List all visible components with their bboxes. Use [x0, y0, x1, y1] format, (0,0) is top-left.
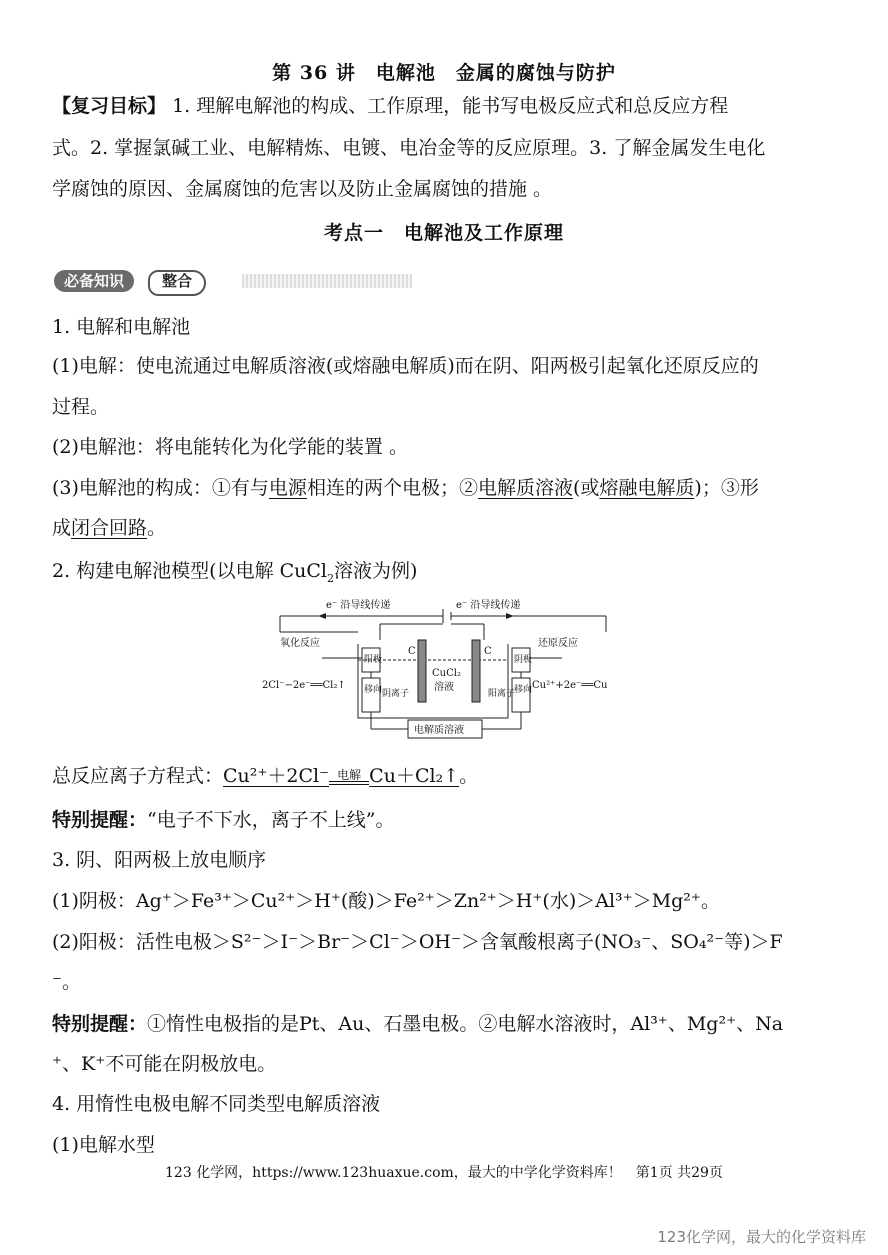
- diagram-cation: 阳离子: [488, 689, 516, 699]
- total-condition: [329, 769, 369, 785]
- diagram-anion: 阴离子: [382, 689, 410, 699]
- heading-2-sub: 2: [327, 571, 335, 585]
- electrolysis-diagram: [262, 596, 628, 744]
- total-end: 。: [459, 765, 479, 787]
- para-3-text-g: )；③形: [694, 477, 759, 499]
- diagram-electrolyte: 电解质溶液: [414, 725, 464, 736]
- para-2: (2)电解池：将电能转化为化学能的装置 。: [52, 436, 408, 458]
- tip-2-text-1: ①惰性电极指的是Pt、Au、石墨电极。②电解水溶液时，Al³⁺、Mg²⁺、Na: [147, 1013, 784, 1035]
- diagram-anode: 阳极: [364, 655, 383, 665]
- para-3-text-h: 成: [52, 517, 72, 539]
- total-equation: [52, 762, 836, 790]
- diagram-e-left: e⁻ 沿导线传递: [326, 600, 391, 611]
- heading-2-text-b: 溶液为例): [334, 560, 418, 582]
- goals-line-3: 学腐蚀的原因、金属腐蚀的危害以及防止金属腐蚀的措施 。: [52, 178, 553, 200]
- tip-2-line-2: ⁺、K⁺不可能在阴极放电。: [52, 1053, 277, 1075]
- para-3-answer-power: 电源: [268, 477, 307, 499]
- diagram-right-eq: Cu²⁺+2e⁻══Cu: [532, 680, 608, 691]
- heading-3: 3. 阴、阳两极上放电顺序: [52, 849, 267, 871]
- watermark: 123化学网，最大的化学资料库: [657, 1228, 866, 1246]
- banner-label: 必备知识: [54, 270, 134, 292]
- diagram-left-eq: 2Cl⁻−2e⁻══Cl₂↑: [262, 680, 346, 691]
- cathode-rod: [472, 640, 480, 702]
- para-1-line-1: (1)电解：使电流通过电解质溶液(或熔融电解质)而在阴、阳两极引起氧化还原反应的: [52, 355, 759, 377]
- banner-tag: 整合: [148, 270, 206, 296]
- total-condition-text: 电解: [337, 768, 362, 782]
- diagram-solution-formula: CuCl₂: [432, 668, 461, 679]
- goals-text-1: 1. 理解电解池的构成、工作原理，能书写电极反应式和总反应方程: [172, 95, 729, 117]
- total-label: 总反应离子方程式：: [52, 765, 224, 787]
- anode-order-line-1: (2)阳极：活性电极＞S²⁻＞I⁻＞Br⁻＞Cl⁻＞OH⁻＞含氧酸根离子(NO₃⁻、SO₄²⁻等)＞F: [52, 931, 783, 953]
- total-eq-right: Cu＋Cl₂↑: [369, 765, 460, 787]
- anode-order-line-2: ⁻。: [52, 971, 82, 993]
- tip-2-label: 特别提醒：: [52, 1013, 148, 1035]
- tip-2-line-1: [52, 1010, 836, 1038]
- diagram-oxidation: 氧化反应: [280, 638, 320, 649]
- heading-2-text-a: 2. 构建电解池模型(以电解 CuCl: [52, 560, 328, 582]
- heading-1: 1. 电解和电解池: [52, 316, 191, 338]
- tip-1-text: “电子不下水，离子不上线”。: [147, 809, 395, 831]
- diagram-move-left: 移向: [364, 685, 383, 695]
- banner-stripe: [242, 274, 412, 288]
- para-3-answer-molten: 熔融电解质: [599, 477, 695, 499]
- para-3-text-a: (3)电解池的构成：①有与: [52, 477, 269, 499]
- cathode-order: (1)阴极：Ag⁺＞Fe³⁺＞Cu²⁺＞H⁺(酸)＞Fe²⁺＞Zn²⁺＞H⁺(水)＞Al³⁺＞Mg²⁺。: [52, 890, 720, 912]
- page-title: 第 36 讲 电解池 金属的腐蚀与防护: [272, 62, 616, 84]
- goals-line-1: [52, 92, 836, 120]
- para-3-text-end: 。: [147, 517, 167, 539]
- para-1-line-2: 过程。: [52, 396, 110, 418]
- diagram-c-left: C: [408, 646, 416, 657]
- diagram-solution-label: 溶液: [434, 682, 454, 693]
- diagram-e-right: e⁻ 沿导线传递: [456, 600, 521, 611]
- sub-heading-4-1: (1)电解水型: [52, 1134, 155, 1156]
- page-footer: 123 化学网，https://www.123huaxue.com，最大的中学化学资料库！ 第1页 共29页: [165, 1165, 723, 1181]
- diagram-reduction: 还原反应: [538, 638, 578, 649]
- para-3-answer-solution: 电解质溶液: [477, 477, 573, 499]
- para-3-text-c: 相连的两个电极；②: [306, 477, 478, 499]
- total-eq-left: Cu²⁺＋2Cl⁻: [223, 765, 330, 787]
- para-3-line-2: [52, 514, 836, 542]
- para-3-answer-circuit: 闭合回路: [71, 517, 148, 539]
- tip-1-label: 特别提醒：: [52, 809, 148, 831]
- goals-label: 【复习目标】: [52, 95, 167, 117]
- heading-2: [52, 557, 836, 585]
- para-3-text-e: (或: [572, 477, 600, 499]
- diagram-move-right: 移向: [514, 685, 533, 695]
- anode-rod: [418, 640, 426, 702]
- para-3-line-1: [52, 474, 836, 502]
- diagram-c-right: C: [484, 646, 492, 657]
- section-banner: [52, 268, 414, 294]
- diagram-cathode: 阴极: [514, 655, 533, 665]
- heading-4: 4. 用惰性电极电解不同类型电解质溶液: [52, 1093, 381, 1115]
- section-title: 考点一 电解池及工作原理: [323, 222, 564, 244]
- goals-line-2: 式。2. 掌握氯碱工业、电解精炼、电镀、电冶金等的反应原理。3. 了解金属发生电化: [52, 137, 766, 159]
- tip-1: [52, 806, 836, 834]
